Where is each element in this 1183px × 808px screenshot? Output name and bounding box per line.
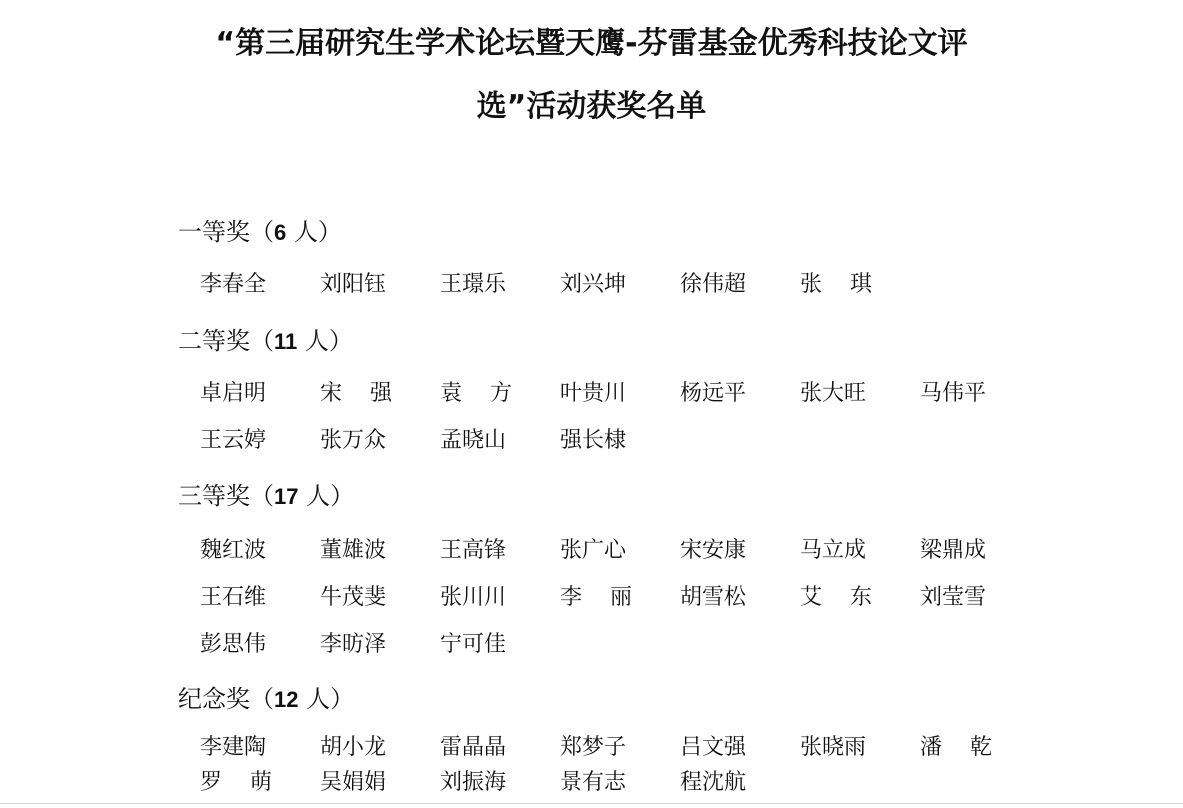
winner-name: 胡小龙 [320, 735, 387, 760]
winner-name: 宋 强 [320, 381, 392, 406]
winner-name: 彭思伟 [200, 632, 267, 657]
winner-name: 强长棣 [560, 428, 627, 453]
award-heading: 三等奖（17 人） [178, 482, 355, 510]
winner-name: 张 琪 [800, 272, 872, 297]
winner-name: 张大旺 [800, 381, 867, 406]
winner-name: 雷晶晶 [440, 735, 507, 760]
winner-name: 李 丽 [560, 585, 632, 610]
winner-name: 宋安康 [680, 538, 747, 563]
winner-name: 罗 萌 [200, 770, 272, 795]
winner-name: 张晓雨 [800, 735, 867, 760]
winner-name: 景有志 [560, 770, 627, 795]
winner-name: 王璟乐 [440, 272, 507, 297]
winner-name: 李春全 [200, 272, 267, 297]
page-bottom-divider [0, 803, 1183, 804]
winner-name: 马立成 [800, 538, 867, 563]
winner-name: 王云婷 [200, 428, 267, 453]
award-heading-unit: 人 [304, 327, 329, 355]
winner-name: 吴娟娟 [320, 770, 387, 795]
winner-row [0, 583, 1183, 613]
award-heading-count: 17 [274, 484, 299, 509]
winner-name: 王石维 [200, 585, 267, 610]
award-heading: 纪念奖（12 人） [178, 685, 355, 713]
award-heading-count: 6 [274, 220, 287, 245]
winner-name: 程沈航 [680, 770, 747, 795]
award-heading: 一等奖（6 人） [178, 218, 342, 246]
winner-name: 刘兴坤 [560, 272, 627, 297]
winner-name: 刘振海 [440, 770, 507, 795]
winner-name: 李昉泽 [320, 632, 387, 657]
winner-name: 张川川 [440, 585, 507, 610]
winner-name: 胡雪松 [680, 585, 747, 610]
award-heading-unit: 人 [306, 482, 331, 510]
winner-name: 魏红波 [200, 538, 267, 563]
winner-row [0, 379, 1183, 409]
winner-name: 徐伟超 [680, 272, 747, 297]
award-heading: 二等奖（11 人） [178, 327, 353, 355]
award-heading-unit: 人 [293, 218, 318, 246]
document-title-line-1: “第三届研究生学术论坛暨天鹰-芬雷基金优秀科技论文评 [215, 26, 968, 61]
winner-row [0, 270, 1183, 300]
winner-name: 张广心 [560, 538, 627, 563]
document-title-line-2: 选”活动获奖名单 [476, 89, 707, 124]
winner-name: 孟晓山 [440, 428, 507, 453]
award-heading-label: 一等奖 [178, 218, 250, 246]
winner-name: 艾 东 [800, 585, 872, 610]
winner-name: 宁可佳 [440, 632, 507, 657]
winner-name: 郑梦子 [560, 735, 627, 760]
winner-name: 卓启明 [200, 381, 267, 406]
winner-name: 董雄波 [320, 538, 387, 563]
winner-row [0, 733, 1183, 763]
winner-name: 张万众 [320, 428, 387, 453]
award-heading-label: 纪念奖 [178, 685, 250, 713]
winner-name: 杨远平 [680, 381, 747, 406]
award-heading-count: 12 [274, 687, 299, 712]
winner-name: 刘阳钰 [320, 272, 387, 297]
winner-row [0, 768, 1183, 798]
award-heading-count: 11 [274, 329, 298, 354]
winner-name: 袁 方 [440, 381, 512, 406]
winner-row [0, 426, 1183, 456]
winner-name: 叶贵川 [560, 381, 627, 406]
winner-name: 吕文强 [680, 735, 747, 760]
winner-name: 王高锋 [440, 538, 507, 563]
winner-row [0, 630, 1183, 660]
winner-name: 潘 乾 [920, 735, 992, 760]
winner-row [0, 536, 1183, 566]
winner-name: 马伟平 [920, 381, 987, 406]
winner-name: 梁鼎成 [920, 538, 987, 563]
winner-name: 李建陶 [200, 735, 267, 760]
award-heading-label: 三等奖 [178, 482, 250, 510]
award-heading-label: 二等奖 [178, 327, 250, 355]
winner-name: 刘莹雪 [920, 585, 987, 610]
winner-name: 牛茂斐 [320, 585, 387, 610]
award-heading-unit: 人 [306, 685, 331, 713]
